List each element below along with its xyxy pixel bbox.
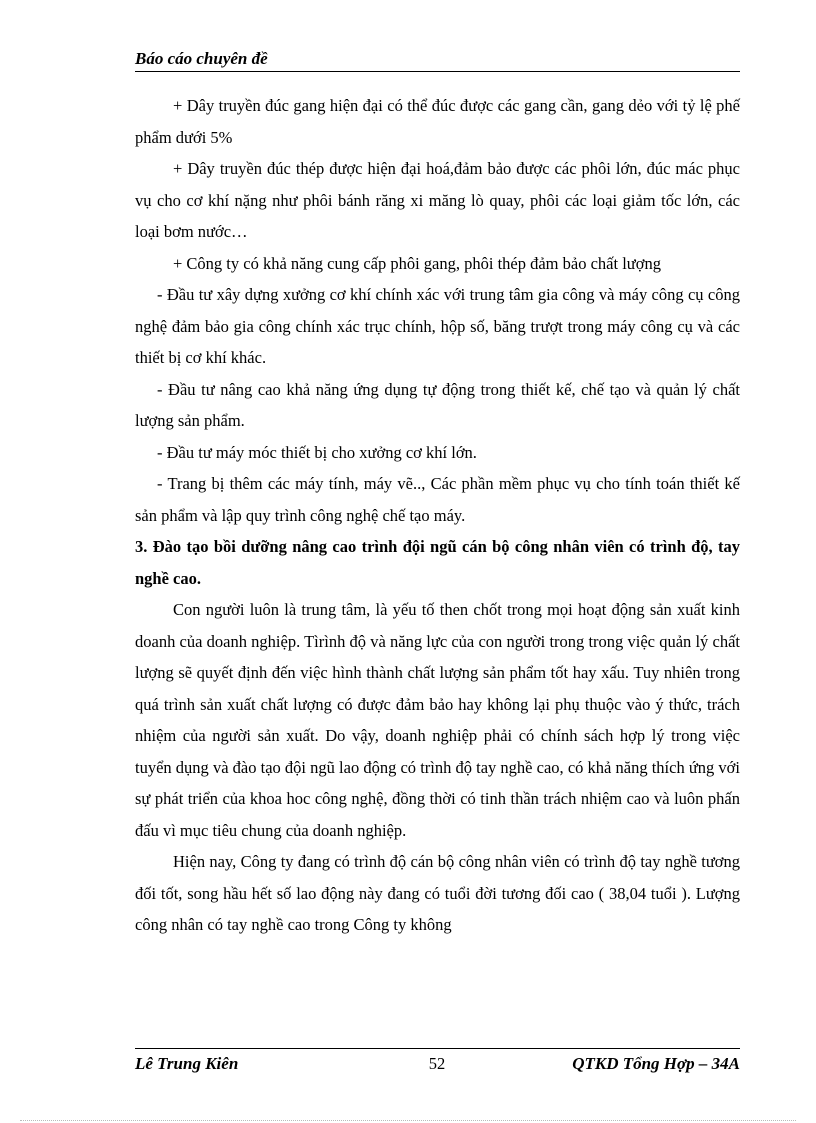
footer-author: Lê Trung Kiên xyxy=(135,1054,239,1073)
dash-paragraph-machinery: - Đầu tư máy móc thiết bị cho xưởng cơ khí lớn. xyxy=(157,442,477,462)
body-paragraph-current-state: Hiện nay, Công ty đang có trình độ cán bộ công nhân viên có trình độ tay nghề tương đối tốt, song hầu hết số lao động này đang có tuổi đời tương đối cao ( 38,04 tuổi ). Lượng công nhân có tay nghề cao trong Công ty không xyxy=(135,852,740,934)
dash-paragraph-computers: - Trang bị thêm các máy tính, máy vẽ.., Các phần mềm phục vụ cho tính toán thiết kế sản phẩm và lập quy trình công nghệ chế tạo máy. xyxy=(135,474,740,525)
footer-divider xyxy=(135,1048,740,1049)
bullet-paragraph-gang-casting: + Dây truyền đúc gang hiện đại có thể đúc được các gang cần, gang dẻo với tỷ lệ phế phẩm dưới 5% xyxy=(135,96,740,147)
page-number: 52 xyxy=(428,1054,446,1073)
dash-paragraph-precision-workshop: - Đầu tư xây dựng xưởng cơ khí chính xác với trung tâm gia công và máy công cụ công nghệ đảm bảo gia công chính xác trục chính, hộp số, băng trượt trong máy công cụ và các thiết bị cơ khí khác. xyxy=(135,285,740,367)
section-heading: 3. Đào tạo bồi dưỡng nâng cao trình đội ngũ cán bộ công nhân viên có trình độ, tay nghề cao. xyxy=(135,537,740,588)
body-paragraph-people: Con người luôn là trung tâm, là yếu tố then chốt trong mọi hoạt động sản xuất kinh doanh của doanh nghiệp. Tìrình độ và năng lực của con người trong trong việc quản lý chất lượng sẽ quyết định đến việc hình thành chất lượng sản phẩm tốt hay xấu. Tuy nhiên trong quá trình sản xuất chất lượng có được đảm bảo hay không lại phụ thuộc vào ý thức, trách nhiệm của người sản xuất. Do vậy, doanh nghiệp phải có chính sách hợp lý trong việc tuyển dụng và đào tạo đội ngũ lao động có trình độ tay nghề cao, có khả năng thích ứng với sự phát triển của khoa hoc công nghệ, đồng thời có tinh thần trách nhiệm cao và luôn phấn đấu vì mục tiêu chung của doanh nghiệp. xyxy=(135,600,740,840)
bullet-paragraph-steel-casting: + Dây truyền đúc thép được hiện đại hoá,đảm bảo được các phôi lớn, đúc mác phục vụ cho cơ khí nặng như phôi bánh răng xi măng lò quay, phôi các loại giảm tốc lớn, các loại bơm nước… xyxy=(135,159,740,241)
dash-paragraph-automation: - Đầu tư nâng cao khả năng ứng dụng tự động trong thiết kế, chế tạo và quản lý chất lượng sản phẩm. xyxy=(135,379,740,430)
bullet-paragraph-billet-supply: + Công ty có khả năng cung cấp phôi gang, phôi thép đảm bảo chất lượng xyxy=(173,253,661,273)
page-edge-divider xyxy=(20,1120,796,1121)
document-body xyxy=(135,90,740,941)
footer-department: QTKD Tổng Hợp – 34A xyxy=(572,1054,740,1073)
page-header xyxy=(135,47,740,72)
header-title: Báo cáo chuyên đề xyxy=(135,49,268,68)
